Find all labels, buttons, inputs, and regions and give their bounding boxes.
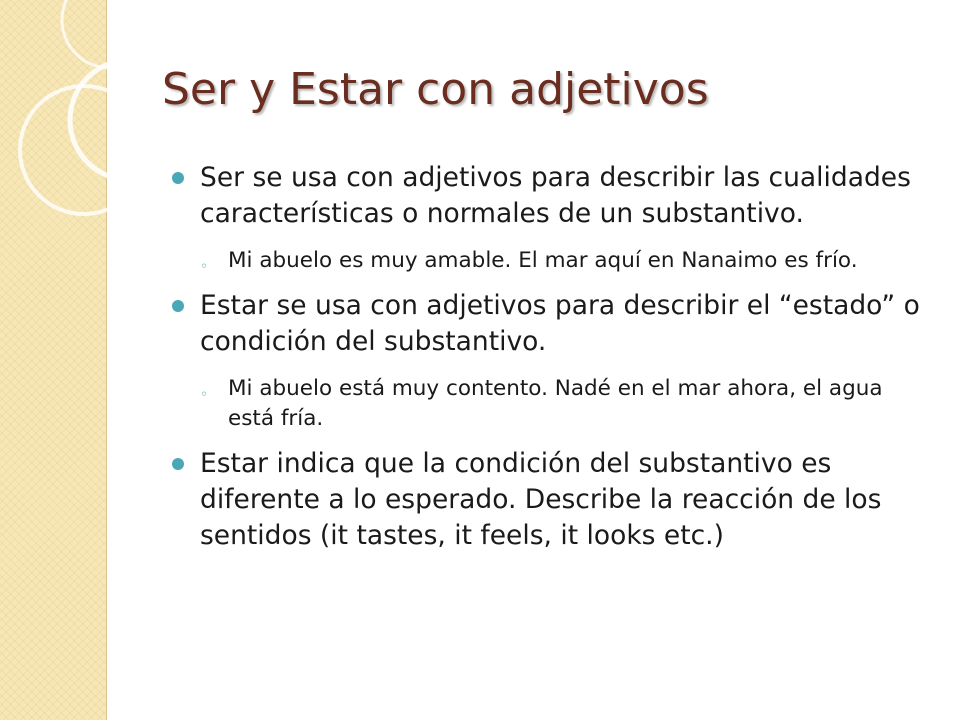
bullet-list (168, 160, 928, 568)
bullet-icon (172, 458, 184, 470)
bullet-text: Estar indica que la condición del substantivo es diferente a lo esperado. Describe la reacción de los sentidos (it tastes, it feels, it looks etc.) (200, 448, 882, 551)
sub-bullet-text: Mi abuelo está muy contento. Nadé en el mar ahora, el agua está fría. (228, 376, 883, 431)
sub-bullet-text: Mi abuelo es muy amable. El mar aquí en Nanaimo es frío. (228, 248, 858, 273)
bullet-icon (172, 300, 184, 312)
sub-bullet-item (200, 246, 928, 276)
sub-bullet-icon: ◦ (200, 387, 209, 403)
slide-title: Ser y Estar con adjetivos (162, 64, 709, 115)
bullet-item (168, 446, 928, 554)
bullet-icon (172, 172, 184, 184)
sub-bullet-icon: ◦ (200, 259, 209, 275)
bullet-text: Ser se usa con adjetivos para describir las cualidades características o normales de un substantivo. (200, 162, 911, 229)
sub-bullet-item (200, 374, 928, 434)
bullet-text: Estar se usa con adjetivos para describir el “estado” o condición del substantivo. (200, 290, 920, 357)
bullet-item (168, 288, 928, 360)
bullet-item (168, 160, 928, 232)
